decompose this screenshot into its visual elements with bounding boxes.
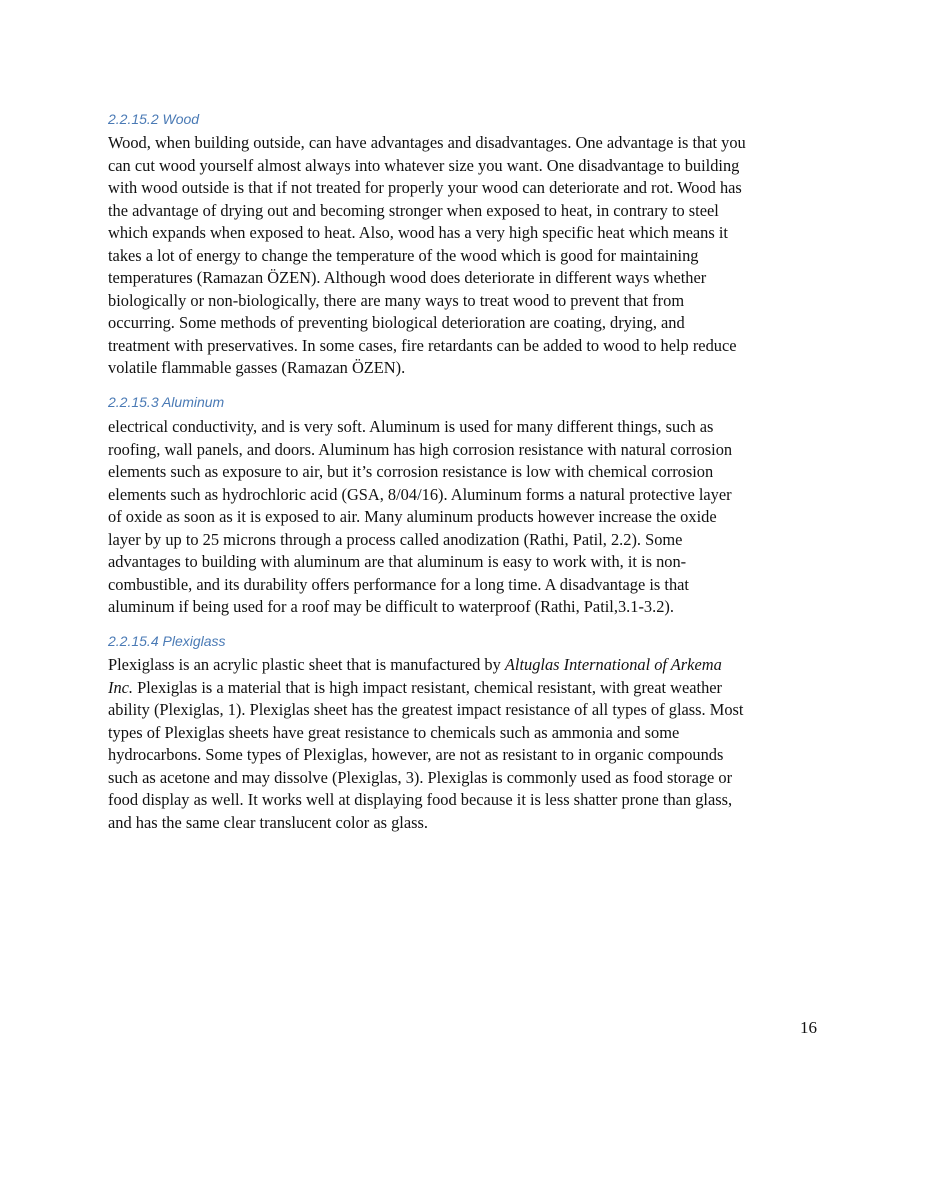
- text-line: [108, 654, 828, 677]
- text-line: types of Plexiglas sheets have great resistance to chemicals such as ammonia and some: [108, 722, 680, 742]
- text-line: combustible, and its durability offers performance for a long time. A disadvantage is that: [108, 574, 689, 594]
- text-line: temperatures (Ramazan ÖZEN). Although wood does deteriorate in different ways whether: [108, 268, 707, 287]
- paragraph-plexiglass: [108, 654, 828, 834]
- text-line: treatment with preservatives. In some cases, fire retardants can be added to wood to help reduce: [108, 335, 737, 355]
- paragraph-wood: [108, 132, 828, 380]
- text-line: can cut wood yourself almost always into whatever size you want. One disadvantage to building: [108, 155, 740, 175]
- text-line: layer by up to 25 microns through a process called anodization (Rathi, Patil, 2.2). Some: [108, 529, 683, 549]
- text-line: Wood, when building outside, can have advantages and disadvantages. One advantage is that you: [108, 133, 746, 152]
- text-line: occurring. Some methods of preventing biological deterioration are coating, drying, and: [108, 313, 685, 332]
- page-number: 16: [800, 1018, 817, 1037]
- text-fragment: Plexiglass is an acrylic plastic sheet that is manufactured by: [108, 655, 505, 674]
- company-name-italic: Inc.: [108, 677, 134, 697]
- text-line: roofing, wall panels, and doors. Aluminum has high corrosion resistance with natural corrosion: [108, 439, 733, 459]
- text-line: advantages to building with aluminum are that aluminum is easy to work with, it is non-: [108, 552, 687, 571]
- text-line: of oxide as soon as it is exposed to air. Many aluminum products however increase the oxide: [108, 507, 717, 526]
- text-line: electrical conductivity, and is very soft. Aluminum is used for many different things, such as: [108, 417, 714, 436]
- company-name-italic: Altuglas International of Arkema: [504, 655, 722, 674]
- text-line: the advantage of drying out and becoming stronger when exposed to heat, in contrary to steel: [108, 200, 719, 220]
- text-line: [108, 677, 828, 700]
- text-line: which expands when exposed to heat. Also, wood has a very high specific heat which means it: [108, 223, 728, 242]
- text-line: such as acetone and may dissolve (Plexiglas, 3). Plexiglas is commonly used as food storage or: [108, 767, 733, 787]
- text-line: biologically or non-biologically, there are many ways to treat wood to prevent that from: [108, 290, 685, 310]
- section-heading-plexiglass: 2.2.15.4 Plexiglass: [108, 633, 226, 649]
- text-fragment: Plexiglas is a material that is high impact resistant, chemical resistant, with great weather: [133, 677, 723, 697]
- text-line: elements such as hydrochloric acid (GSA, 8/04/16). Aluminum forms a natural protective layer: [108, 484, 732, 504]
- section-heading-wood: 2.2.15.2 Wood: [108, 111, 200, 127]
- paragraph-aluminum: [108, 416, 828, 619]
- text-line: aluminum if being used for a roof may be difficult to waterproof (Rathi, Patil,3.1-3.2).: [108, 597, 674, 616]
- text-line: and has the same clear translucent color as glass.: [108, 812, 428, 832]
- section-heading-aluminum: 2.2.15.3 Aluminum: [108, 394, 225, 410]
- text-line: food display as well. It works well at displaying food because it is less shatter prone than glass,: [108, 790, 733, 809]
- text-line: hydrocarbons. Some types of Plexiglas, however, are not as resistant to in organic compounds: [108, 745, 724, 764]
- text-line: elements such as exposure to air, but it’s corrosion resistance is low with chemical corrosion: [108, 462, 714, 481]
- text-line: ability (Plexiglas, 1). Plexiglas sheet has the greatest impact resistance of all types of glass. Most: [108, 700, 744, 719]
- text-line: takes a lot of energy to change the temperature of the wood which is good for maintaining: [108, 245, 699, 265]
- text-line: with wood outside is that if not treated for properly your wood can deteriorate and rot. Wood has: [108, 178, 742, 197]
- text-line: volatile flammable gasses (Ramazan ÖZEN).: [108, 358, 406, 377]
